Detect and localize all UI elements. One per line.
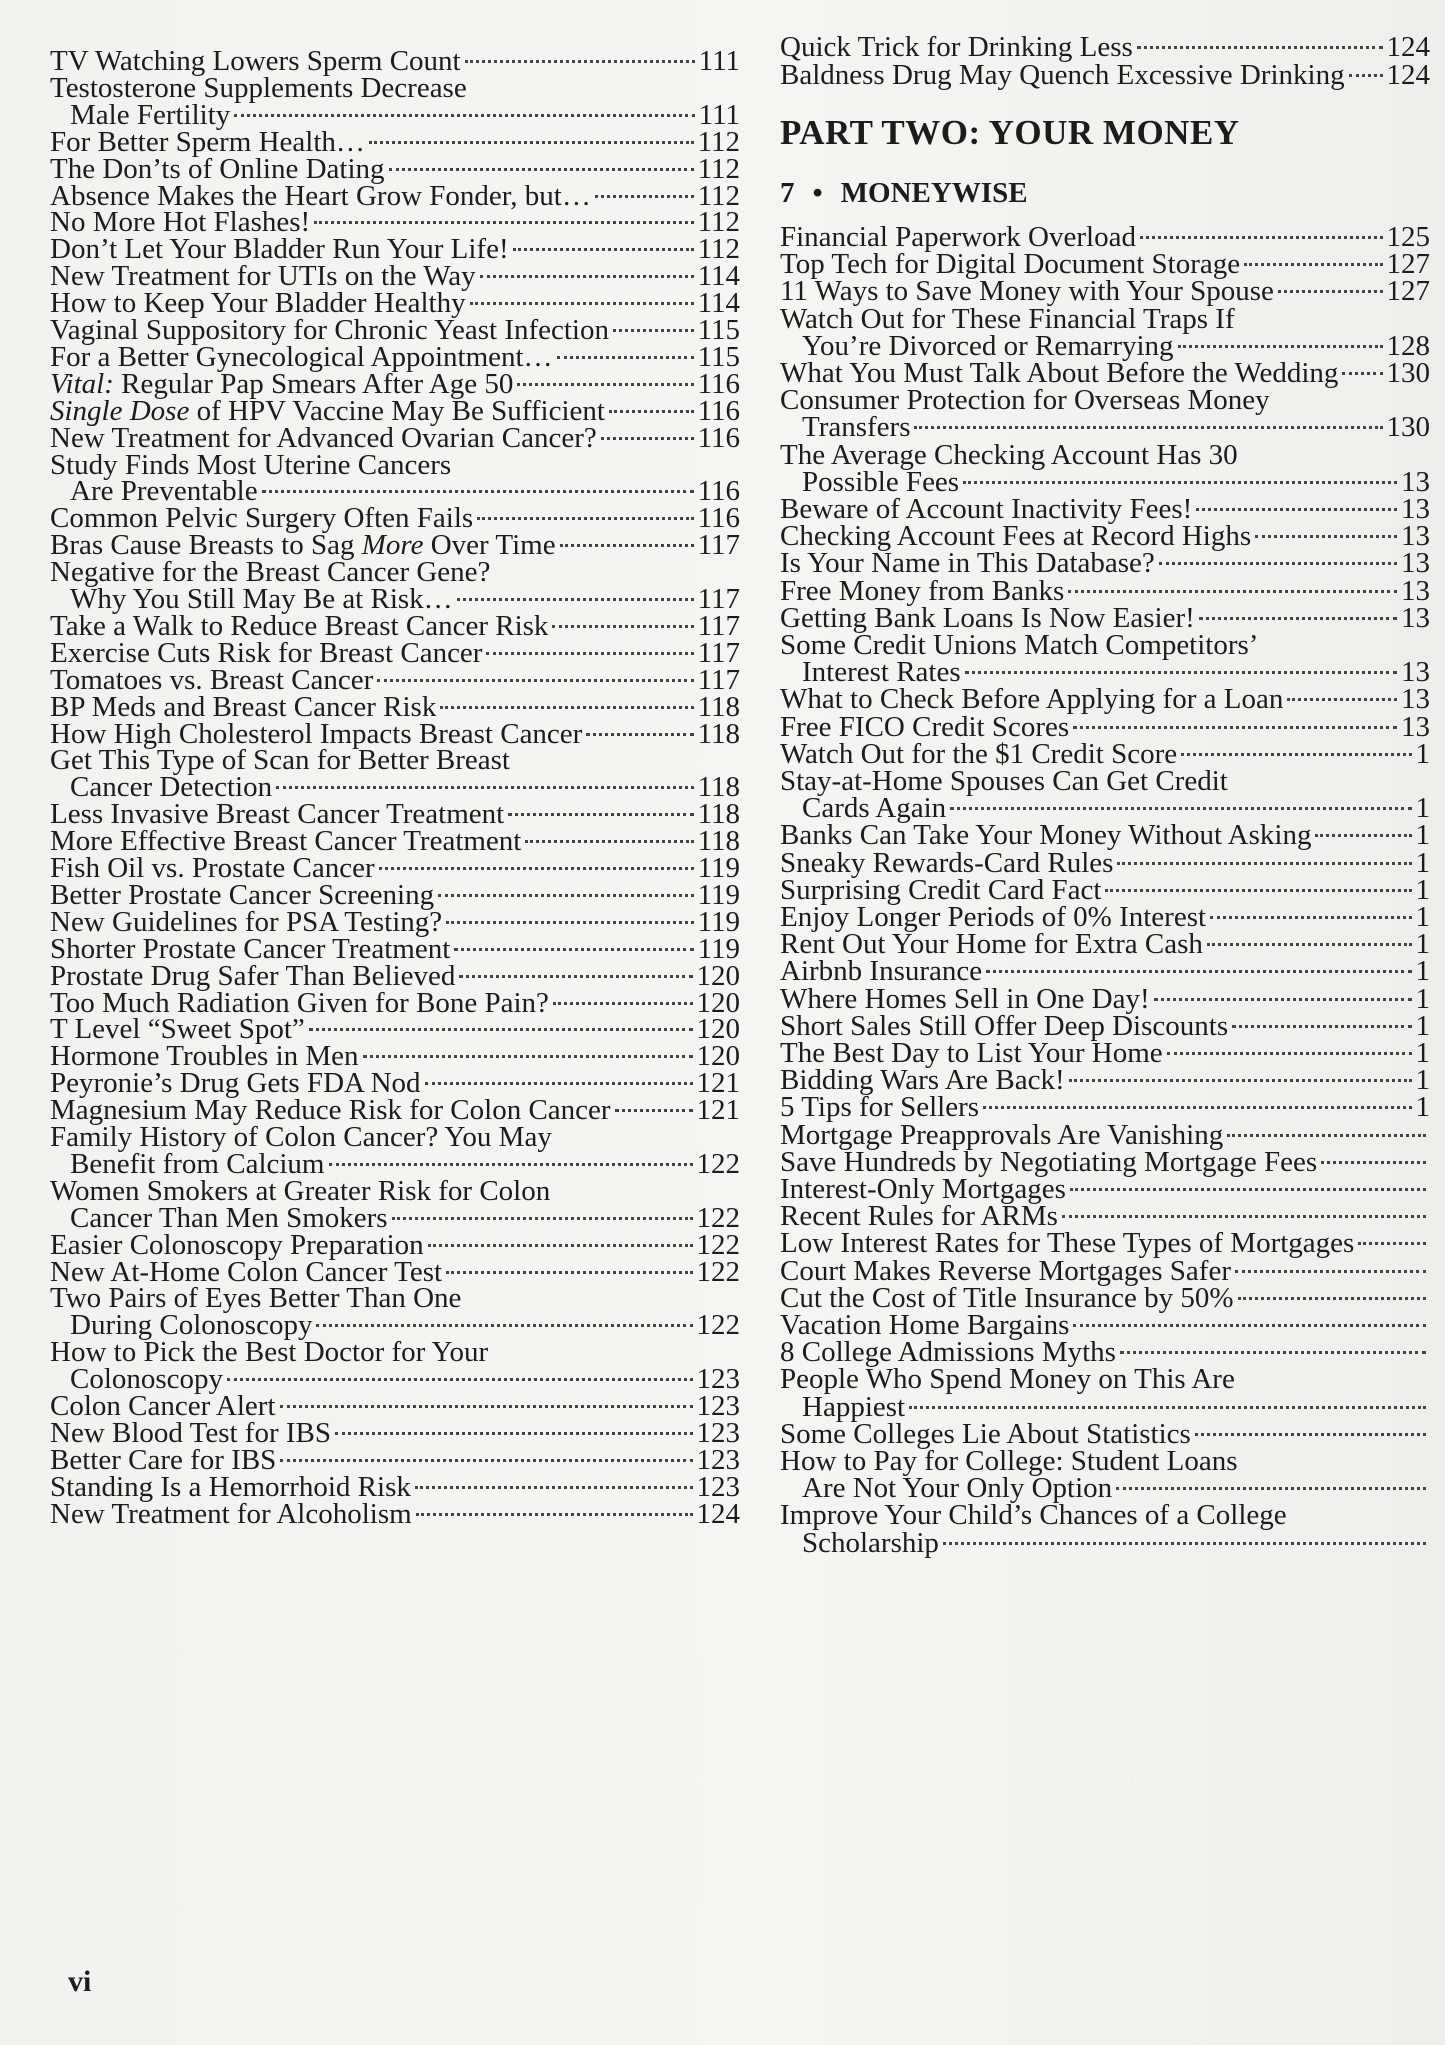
entry-page: 118 (697, 771, 740, 804)
entry-continuation: Interest Rates (802, 656, 961, 689)
dot-leader (416, 1513, 693, 1516)
entry-title: How High Cholesterol Impacts Breast Cancer (50, 717, 583, 750)
entry-continuation: Happiest (802, 1390, 906, 1423)
entry-continuation: You’re Divorced or Remarrying (802, 329, 1174, 362)
entry-page: 124 (1386, 31, 1430, 63)
dot-leader (586, 733, 693, 736)
entry-page: 116 (697, 421, 740, 454)
entry-page: 123 (696, 1443, 740, 1476)
dot-leader (1116, 1487, 1426, 1490)
entry-page: 117 (697, 663, 740, 696)
entry-title: Vacation Home Bargains (780, 1309, 1070, 1341)
entry-continuation: Are Preventable (70, 475, 258, 508)
entry-title: Vaginal Suppository for Chronic Yeast Infection (50, 314, 609, 346)
dot-leader (557, 356, 694, 359)
entry-title: Regular Pap Smears After Age 50 (113, 367, 514, 400)
entry-title: Baldness Drug May Quench Excessive Drinking (780, 59, 1345, 91)
entry-page: 112 (697, 206, 740, 239)
entry-page: 13 (1401, 574, 1430, 607)
entry-title: Banks Can Take Your Money Without Asking (780, 819, 1312, 852)
entry-title: TV Watching Lowers Sperm Count (50, 45, 461, 77)
toc-entry[interactable] (50, 1497, 740, 1531)
entry-continuation: Colonoscopy (70, 1363, 224, 1396)
entry-title: New Treatment for Alcoholism (50, 1497, 412, 1530)
entry-title: Over Time (423, 529, 556, 562)
entry-page: 116 (697, 475, 740, 508)
entry-title: 8 College Admissions Myths (780, 1336, 1116, 1369)
entry-title: Some Credit Unions Match Competitors’ (780, 629, 1259, 661)
entry-page: 120 (696, 986, 740, 1019)
entry-title: Watch Out for the $1 Credit Score (780, 737, 1178, 770)
entry-continuation: During Colonoscopy (70, 1309, 313, 1342)
chapter-bullet: • (812, 177, 823, 209)
dot-leader (1137, 46, 1383, 49)
dot-leader (1167, 1052, 1412, 1055)
entry-page: 1 (1415, 982, 1430, 1015)
entry-continuation: Benefit from Calcium (70, 1147, 325, 1180)
entry-page: 118 (697, 825, 740, 858)
entry-page: 1 (1415, 928, 1430, 961)
entry-title: Recent Rules for ARMs (780, 1200, 1058, 1233)
entry-title: Negative for the Breast Cancer Gene? (50, 556, 491, 589)
entry-page: 112 (697, 233, 740, 266)
entry-page: 115 (697, 340, 740, 373)
dot-leader (316, 1324, 692, 1327)
entry-page: 119 (697, 878, 740, 911)
dot-leader (262, 490, 694, 493)
dot-leader (1227, 1134, 1426, 1137)
entry-page: 112 (697, 179, 740, 212)
dot-leader (415, 1486, 693, 1489)
chapter-title: MONEYWISE (840, 177, 1028, 209)
entry-page: 13 (1401, 683, 1430, 716)
dot-leader (454, 948, 693, 951)
entry-page: 111 (698, 45, 740, 77)
dot-leader (1278, 290, 1383, 293)
entry-title: What You Must Talk About Before the Wedding (780, 357, 1339, 389)
entry-page: 130 (1386, 411, 1430, 444)
entry-emphasis: Vital: (50, 367, 114, 400)
entry-page: 1 (1415, 1064, 1430, 1097)
entry-title: What to Check Before Applying for a Loan (780, 683, 1284, 716)
entry-title: Study Finds Most Uterine Cancers (50, 448, 452, 481)
entry-title: Bidding Wars Are Back! (780, 1064, 1065, 1097)
dot-leader (428, 1244, 693, 1247)
dot-leader (363, 1055, 693, 1058)
entry-title: The Best Day to List Your Home (780, 1037, 1163, 1069)
dot-leader (1062, 1215, 1426, 1218)
entry-title: Enjoy Longer Periods of 0% Interest (780, 901, 1207, 933)
entry-title: The Don’ts of Online Dating (50, 152, 385, 185)
entry-continuation: Scholarship (802, 1526, 939, 1559)
dot-leader (1181, 753, 1411, 756)
entry-title: 11 Ways to Save Money with Your Spouse (780, 275, 1274, 308)
entry-page: 13 (1401, 493, 1430, 525)
dot-leader (465, 60, 695, 63)
entry-page: 13 (1401, 547, 1430, 580)
toc-entry[interactable] (802, 1526, 1430, 1560)
entry-title: Sneaky Rewards-Card Rules (780, 846, 1114, 879)
dot-leader (1235, 1270, 1426, 1273)
entry-page: 125 (1386, 221, 1430, 253)
entry-page: 120 (696, 1013, 740, 1046)
entry-title: Standing Is a Hemorrhoid Risk (50, 1470, 411, 1503)
dot-leader (1073, 726, 1397, 729)
entry-page: 116 (697, 502, 740, 535)
entry-title-wrap (50, 1497, 412, 1531)
dot-leader (309, 1028, 693, 1031)
dot-leader (1238, 1297, 1426, 1300)
dot-leader (276, 786, 693, 789)
entry-continuation: Are Not Your Only Option (802, 1472, 1113, 1505)
entry-title: Two Pairs of Eyes Better Than One (50, 1282, 462, 1315)
entry-title: Shorter Prostate Cancer Treatment (50, 932, 451, 965)
chapter-number: 7 (780, 177, 795, 209)
dot-leader (314, 221, 693, 224)
entry-title: Free Money from Banks (780, 574, 1065, 607)
entry-page: 123 (696, 1363, 740, 1396)
entry-title: Where Homes Sell in One Day! (780, 982, 1150, 1015)
dot-leader (446, 921, 693, 924)
dot-leader (914, 426, 1382, 429)
dot-leader (1199, 617, 1397, 620)
entry-title: Improve Your Child’s Chances of a College (780, 1499, 1287, 1532)
entry-page: 1 (1415, 819, 1430, 852)
entry-page: 117 (697, 583, 740, 615)
dot-leader (440, 706, 693, 709)
entry-title: of HPV Vaccine May Be Sufficient (189, 394, 605, 427)
entry-title: Don’t Let Your Bladder Run Your Life! (50, 233, 509, 266)
dot-leader (508, 813, 693, 816)
entry-title: People Who Spend Money on This Are (780, 1363, 1235, 1396)
entry-page: 117 (697, 636, 740, 669)
dot-leader (1349, 74, 1383, 77)
entry-page: 114 (697, 260, 740, 293)
page-number: vi (68, 1965, 92, 1998)
entry-page: 112 (697, 125, 740, 158)
entry-page: 111 (698, 98, 740, 131)
dot-leader (1068, 590, 1397, 593)
dot-leader (1070, 1188, 1426, 1191)
entry-title: Mortgage Preapprovals Are Vanishing (780, 1118, 1224, 1151)
entry-title: BP Meds and Breast Cancer Risk (50, 690, 437, 723)
dot-leader (425, 1082, 693, 1085)
entry-page: 118 (697, 798, 740, 831)
dot-leader (1244, 263, 1382, 266)
dot-leader (480, 275, 694, 278)
entry-title: Checking Account Fees at Record Highs (780, 520, 1252, 553)
entry-title: Tomatoes vs. Breast Cancer (50, 663, 374, 696)
entry-page: 122 (696, 1228, 740, 1261)
entry-page: 122 (696, 1147, 740, 1180)
entry-page: 118 (697, 690, 740, 723)
dot-leader (965, 671, 1397, 674)
entry-title: How to Pick the Best Doctor for Your (50, 1336, 489, 1369)
entry-title: Get This Type of Scan for Better Breast (50, 744, 510, 777)
entry-page: 119 (697, 932, 740, 965)
dot-leader (615, 1109, 693, 1112)
dot-leader (1195, 1433, 1426, 1436)
dot-leader (525, 840, 693, 843)
entry-page: 121 (696, 1094, 740, 1127)
entry-title: Easier Colonoscopy Preparation (50, 1228, 424, 1261)
dot-leader (609, 410, 694, 413)
dot-leader (595, 195, 694, 198)
entry-page: 124 (696, 1497, 740, 1530)
entry-title: Watch Out for These Financial Traps If (780, 302, 1235, 335)
dot-leader (1073, 1324, 1426, 1327)
entry-page: 115 (697, 314, 740, 346)
entry-continuation: Cancer Detection (70, 771, 273, 804)
entry-title: Absence Makes the Heart Grow Fonder, but… (50, 179, 591, 212)
dot-leader (369, 141, 694, 144)
dot-leader (601, 437, 694, 440)
entry-emphasis: More (361, 529, 424, 562)
entry-page: 124 (1386, 59, 1430, 91)
entry-page: 112 (697, 152, 740, 185)
dot-leader (392, 1217, 693, 1220)
dot-leader (1178, 345, 1383, 348)
dot-leader (1358, 1242, 1426, 1245)
entry-title: Less Invasive Breast Cancer Treatment (50, 798, 505, 831)
entry-page: 1 (1415, 1037, 1430, 1069)
entry-page: 120 (696, 959, 740, 992)
dot-leader (1117, 862, 1411, 865)
entry-page: 127 (1386, 275, 1430, 308)
entry-title: Some Colleges Lie About Statistics (780, 1417, 1191, 1450)
dot-leader (1232, 1025, 1411, 1028)
entry-title: Financial Paperwork Overload (780, 221, 1136, 253)
entry-continuation: Transfers (802, 411, 911, 444)
entry-title: More Effective Breast Cancer Treatment (50, 825, 522, 858)
entry-title: Stay-at-Home Spouses Can Get Credit (780, 765, 1228, 797)
entry-title: Colon Cancer Alert (50, 1390, 276, 1422)
dot-leader (909, 1406, 1426, 1409)
entry-page: 117 (697, 529, 740, 562)
entry-page: 13 (1401, 710, 1430, 743)
entry-continuation: Why You Still May Be at Risk… (70, 583, 453, 615)
dot-leader (335, 1432, 693, 1435)
dot-leader (1315, 834, 1411, 837)
entry-page: 1 (1415, 873, 1430, 906)
entry-page: 13 (1401, 601, 1430, 634)
entry-title: Beware of Account Inactivity Fees! (780, 493, 1193, 525)
entry-title: Common Pelvic Surgery Often Fails (50, 502, 474, 535)
entry-page: 1 (1415, 901, 1430, 933)
entry-title: Save Hundreds by Negotiating Mortgage Fees (780, 1145, 1318, 1178)
entry-page: 1 (1415, 1009, 1430, 1042)
dot-leader (227, 1378, 692, 1381)
dot-leader (486, 652, 693, 655)
entry-title: New Blood Test for IBS (50, 1416, 331, 1449)
entry-title: Short Sales Still Offer Deep Discounts (780, 1009, 1229, 1042)
entry-title: Interest-Only Mortgages (780, 1173, 1066, 1205)
entry-page: 122 (696, 1309, 740, 1342)
entry-title: Too Much Radiation Given for Bone Pain? (50, 986, 549, 1019)
entry-page: 1 (1415, 737, 1430, 770)
entry-page: 114 (697, 287, 740, 320)
entry-title: Court Makes Reverse Mortgages Safer (780, 1254, 1231, 1287)
entry-title: Women Smokers at Greater Risk for Colon (50, 1174, 551, 1207)
dot-leader (1105, 889, 1411, 892)
entry-page: 13 (1401, 520, 1430, 553)
entry-continuation: Male Fertility (70, 98, 231, 131)
dot-leader (1255, 535, 1397, 538)
dot-leader (1207, 943, 1412, 946)
dot-leader (943, 1542, 1426, 1545)
entry-title: The Average Checking Account Has 30 (780, 438, 1238, 471)
entry-page: 116 (697, 394, 740, 427)
entry-title: How to Keep Your Bladder Healthy (50, 287, 466, 320)
dot-leader (457, 598, 694, 601)
entry-title: Consumer Protection for Overseas Money (780, 384, 1270, 417)
dot-leader (329, 1163, 693, 1166)
entry-page: 1 (1415, 1091, 1430, 1124)
entry-title: Rent Out Your Home for Extra Cash (780, 928, 1203, 961)
entry-title: No More Hot Flashes! (50, 206, 311, 239)
entry-title: New Treatment for Advanced Ovarian Cancer? (50, 421, 597, 454)
entry-title: Take a Walk to Reduce Breast Cancer Risk (50, 609, 549, 642)
dot-leader (986, 970, 1411, 973)
entry-title: Quick Trick for Drinking Less (780, 31, 1133, 63)
toc-entry[interactable] (780, 58, 1430, 92)
dot-leader (560, 544, 694, 547)
entry-title: Surprising Credit Card Fact (780, 873, 1102, 906)
dot-leader (377, 679, 693, 682)
entry-page: 123 (696, 1390, 740, 1422)
dot-leader (470, 302, 694, 305)
entry-title: Exercise Cuts Risk for Breast Cancer (50, 636, 483, 669)
entry-page: 118 (697, 717, 740, 750)
entry-title: Airbnb Insurance (780, 955, 983, 988)
entry-title: Magnesium May Reduce Risk for Colon Cancer (50, 1094, 611, 1127)
entry-title: Top Tech for Digital Document Storage (780, 248, 1241, 281)
entry-title: For Better Sperm Health… (50, 125, 365, 158)
dot-leader (553, 1002, 693, 1005)
dot-leader (280, 1405, 693, 1408)
entry-continuation: Cards Again (802, 792, 947, 825)
dot-leader (950, 807, 1411, 810)
chapter-heading (780, 177, 1028, 210)
entry-page: 13 (1401, 465, 1430, 498)
entry-title: Prostate Drug Safer Than Believed (50, 959, 456, 992)
dot-leader (1210, 916, 1411, 919)
dot-leader (1069, 1079, 1412, 1082)
entry-title: New Treatment for UTIs on the Way (50, 260, 476, 293)
dot-leader (280, 1459, 692, 1462)
dot-leader (446, 1271, 692, 1274)
dot-leader (1321, 1161, 1426, 1164)
entry-title: Getting Bank Loans Is Now Easier! (780, 601, 1195, 634)
dot-leader (552, 625, 693, 628)
entry-title: Better Care for IBS (50, 1443, 277, 1476)
dot-leader (1120, 1351, 1426, 1354)
entry-title: New Guidelines for PSA Testing? (50, 905, 443, 938)
entry-title: Peyronie’s Drug Gets FDA Nod (50, 1067, 421, 1100)
entry-page: 1 (1415, 846, 1430, 879)
dot-leader (438, 894, 693, 897)
entry-title: Free FICO Credit Scores (780, 710, 1070, 743)
dot-leader (477, 517, 693, 520)
entry-title: For a Better Gynecological Appointment… (50, 340, 553, 373)
entry-title: How to Pay for College: Student Loans (780, 1445, 1238, 1477)
dot-leader (379, 867, 694, 870)
part-heading: PART TWO: YOUR MONEY (780, 113, 1240, 152)
dot-leader (234, 114, 694, 117)
entry-title: Bras Cause Breasts to Sag (50, 529, 362, 562)
entry-page: 119 (697, 905, 740, 938)
entry-page: 128 (1386, 329, 1430, 362)
entry-page: 120 (696, 1040, 740, 1073)
entry-title: T Level “Sweet Spot” (50, 1013, 305, 1046)
entry-page: 116 (697, 367, 740, 400)
entry-page: 127 (1386, 248, 1430, 281)
entry-title: Low Interest Rates for These Types of Mortgages (780, 1227, 1355, 1260)
entry-page: 13 (1401, 656, 1430, 689)
entry-emphasis: Single Dose (50, 394, 190, 427)
entry-continuation: Cancer Than Men Smokers (70, 1201, 388, 1234)
dot-leader (963, 481, 1397, 484)
dot-leader (389, 168, 694, 171)
entry-title: Testosterone Supplements Decrease (50, 71, 467, 104)
dot-leader (613, 329, 694, 332)
dot-leader (1159, 562, 1397, 565)
entry-title: Is Your Name in This Database? (780, 547, 1155, 580)
entry-page: 117 (697, 609, 740, 642)
entry-title: Cut the Cost of Title Insurance by 50% (780, 1281, 1234, 1314)
dot-leader (459, 975, 692, 978)
entry-page: 122 (696, 1201, 740, 1234)
entry-title-wrap (780, 58, 1345, 92)
dot-leader (1140, 236, 1383, 239)
entry-page: 122 (696, 1255, 740, 1288)
dot-leader (1196, 508, 1397, 511)
dot-leader (517, 383, 693, 386)
entry-page: 130 (1386, 357, 1430, 389)
dot-leader (1154, 998, 1412, 1001)
entry-page: 119 (697, 852, 740, 884)
dot-leader (1342, 372, 1382, 375)
entry-title: Fish Oil vs. Prostate Cancer (50, 852, 375, 884)
entry-title: 5 Tips for Sellers (780, 1091, 980, 1124)
entry-page: 1 (1415, 955, 1430, 988)
entry-page: 1 (1415, 792, 1430, 825)
entry-page: 123 (696, 1416, 740, 1449)
entry-title: Better Prostate Cancer Screening (50, 878, 435, 911)
entry-page: 123 (696, 1470, 740, 1503)
dot-leader (513, 248, 694, 251)
entry-title: Family History of Colon Cancer? You May (50, 1121, 552, 1153)
entry-title: Hormone Troubles in Men (50, 1040, 359, 1073)
entry-continuation: Possible Fees (802, 465, 960, 498)
entry-title: New At-Home Colon Cancer Test (50, 1255, 443, 1288)
entry-page: 121 (696, 1067, 740, 1100)
dot-leader (1287, 698, 1397, 701)
dot-leader (983, 1106, 1411, 1109)
